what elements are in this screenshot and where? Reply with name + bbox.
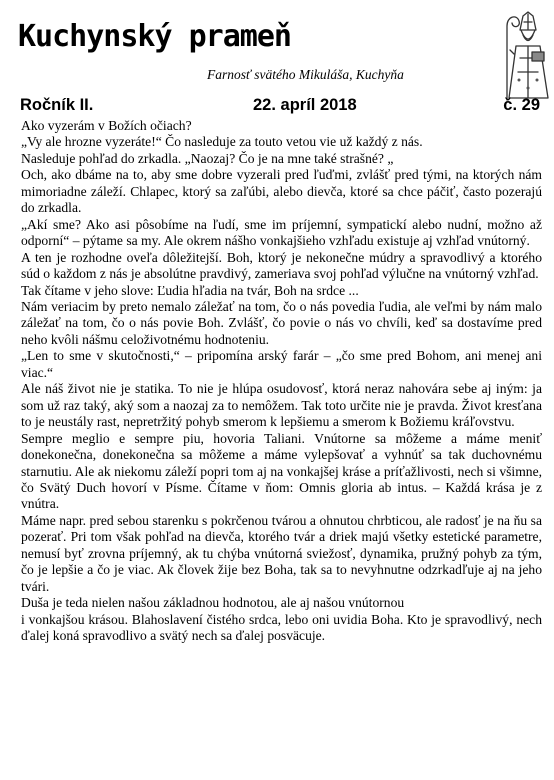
paragraph: Nasleduje pohľad do zrkadla. „Naozaj? Čo je na mne také strašné? „ bbox=[21, 150, 394, 166]
paragraph: Ale náš život nie je statika. To nie je hlúpa osudovosť, ktorá neraz nahovára sebe aj iným: ja som už raz taký, aký som a naozaj za to nemôžem. Tak toto určite nie je pravda. Život kresťana to je neustály rast, nepretržitý pohyb smerom k lepšiemu a smerom k Božiemu kráľovstvu. bbox=[21, 381, 542, 430]
newsletter-title: Kuchynský prameň bbox=[18, 19, 291, 54]
paragraph: Nám veriacim by preto nemalo záležať na tom, čo o nás povedia ľudia, ale veľmi by nám malo záležať na tom, čo o nás povie Boh. Zvlášť, čo povie o nás vo chvíli, keď sa dostavíme pred neho kvôli nášmu celoživotnému hodnoteniu. bbox=[21, 298, 542, 347]
article-body bbox=[21, 118, 542, 645]
paragraph: „Vy ale hrozne vyzeráte!“ Čo nasleduje za touto vetou vie už každý z nás. bbox=[21, 134, 423, 150]
parish-name: Farnosť svätého Mikuláša, Kuchyňa bbox=[207, 67, 404, 82]
issue-number: č. 29 bbox=[503, 96, 540, 114]
paragraph: Tak čítame v jeho slove: Ľudia hľadia na tvár, Boh na srdce ... bbox=[21, 282, 359, 298]
volume-label: Ročník II. bbox=[20, 96, 94, 114]
issue-date: 22. apríl 2018 bbox=[253, 96, 357, 114]
paragraph: Duša je teda nielen našou základnou hodnotou, ale aj našou vnútornou bbox=[21, 595, 405, 611]
paragraph: Máme napr. pred sebou starenku s pokrčenou tvárou a ohnutou chrbticou, ale radosť je na ňu sa pozerať. Pri tom však pohľad na dievča, ktorého tvár a driek majú všetky estetické parametre, nemusí byť zrovna príjemný, ak tu chýba vnútorná sviežosť, dynamika, pružný pohyb za tým, čo je lepšie a čo je viac. Ak človek žije bez Boha, tak sa to nevyhnutne odzrkadľuje aj na jeho tvári. bbox=[21, 512, 542, 594]
paragraph: „Akí sme? Ako asi pôsobíme na ľudí, sme im príjemní, sympatickí alebo nudní, možno až odporní“ – pýtame sa my. Ale okrem nášho vonkajšieho vzhľadu existuje aj vzhľad vnútorný. bbox=[21, 216, 542, 249]
paragraph: A ten je rozhodne oveľa dôležitejší. Boh, ktorý je nekonečne múdry a spravodlivý a ktorého súd o každom z nás je absolútne pravdivý, zameriava svoj pohľad výlučne na vnútorný vzhľad. bbox=[21, 249, 542, 282]
paragraph: Ako vyzerám v Božích očiach? bbox=[21, 118, 192, 133]
paragraph: Sempre meglio e sempre piu, hovoria Taliani. Vnútorne sa môžeme a máme meniť donekonečna, donekonečna sa môžeme a máme vylepšovať a vyhnúť sa tak duchovnému starnutiu. Ale ak niekomu záleží popri tom aj na vonkajšej kráse a príťažlivosti, nech si všimne, čo Svätý Duch hovorí v Písme. Čítame v ňom: Omnis gloria ab intus. – Každá krása je z vnútra. bbox=[21, 430, 542, 512]
paragraph: „Len to sme v skutočnosti,“ – pripomína arský farár – „čo sme pred Bohom, ani menej ani viac.“ bbox=[21, 348, 542, 380]
paragraph: Och, ako dbáme na to, aby sme dobre vyzerali pred ľuďmi, zvlášť pred tými, na ktorých nám mimoriadne záleží. Chlapec, ktorý sa zaľúbi, alebo dievča, ktoré sa chce páčiť, často pozerajú do zrkadla. bbox=[21, 167, 542, 216]
paragraph: i vonkajšou krásou. Blahoslavení čistého srdca, lebo oni uvidia Boha. Kto je spravodlivý, nech ďalej koná spravodlivo a svätý nech sa ďalej posväcuje. bbox=[21, 611, 542, 644]
st-nicholas-bishop-icon bbox=[496, 8, 552, 102]
issue-info-row bbox=[20, 96, 540, 116]
